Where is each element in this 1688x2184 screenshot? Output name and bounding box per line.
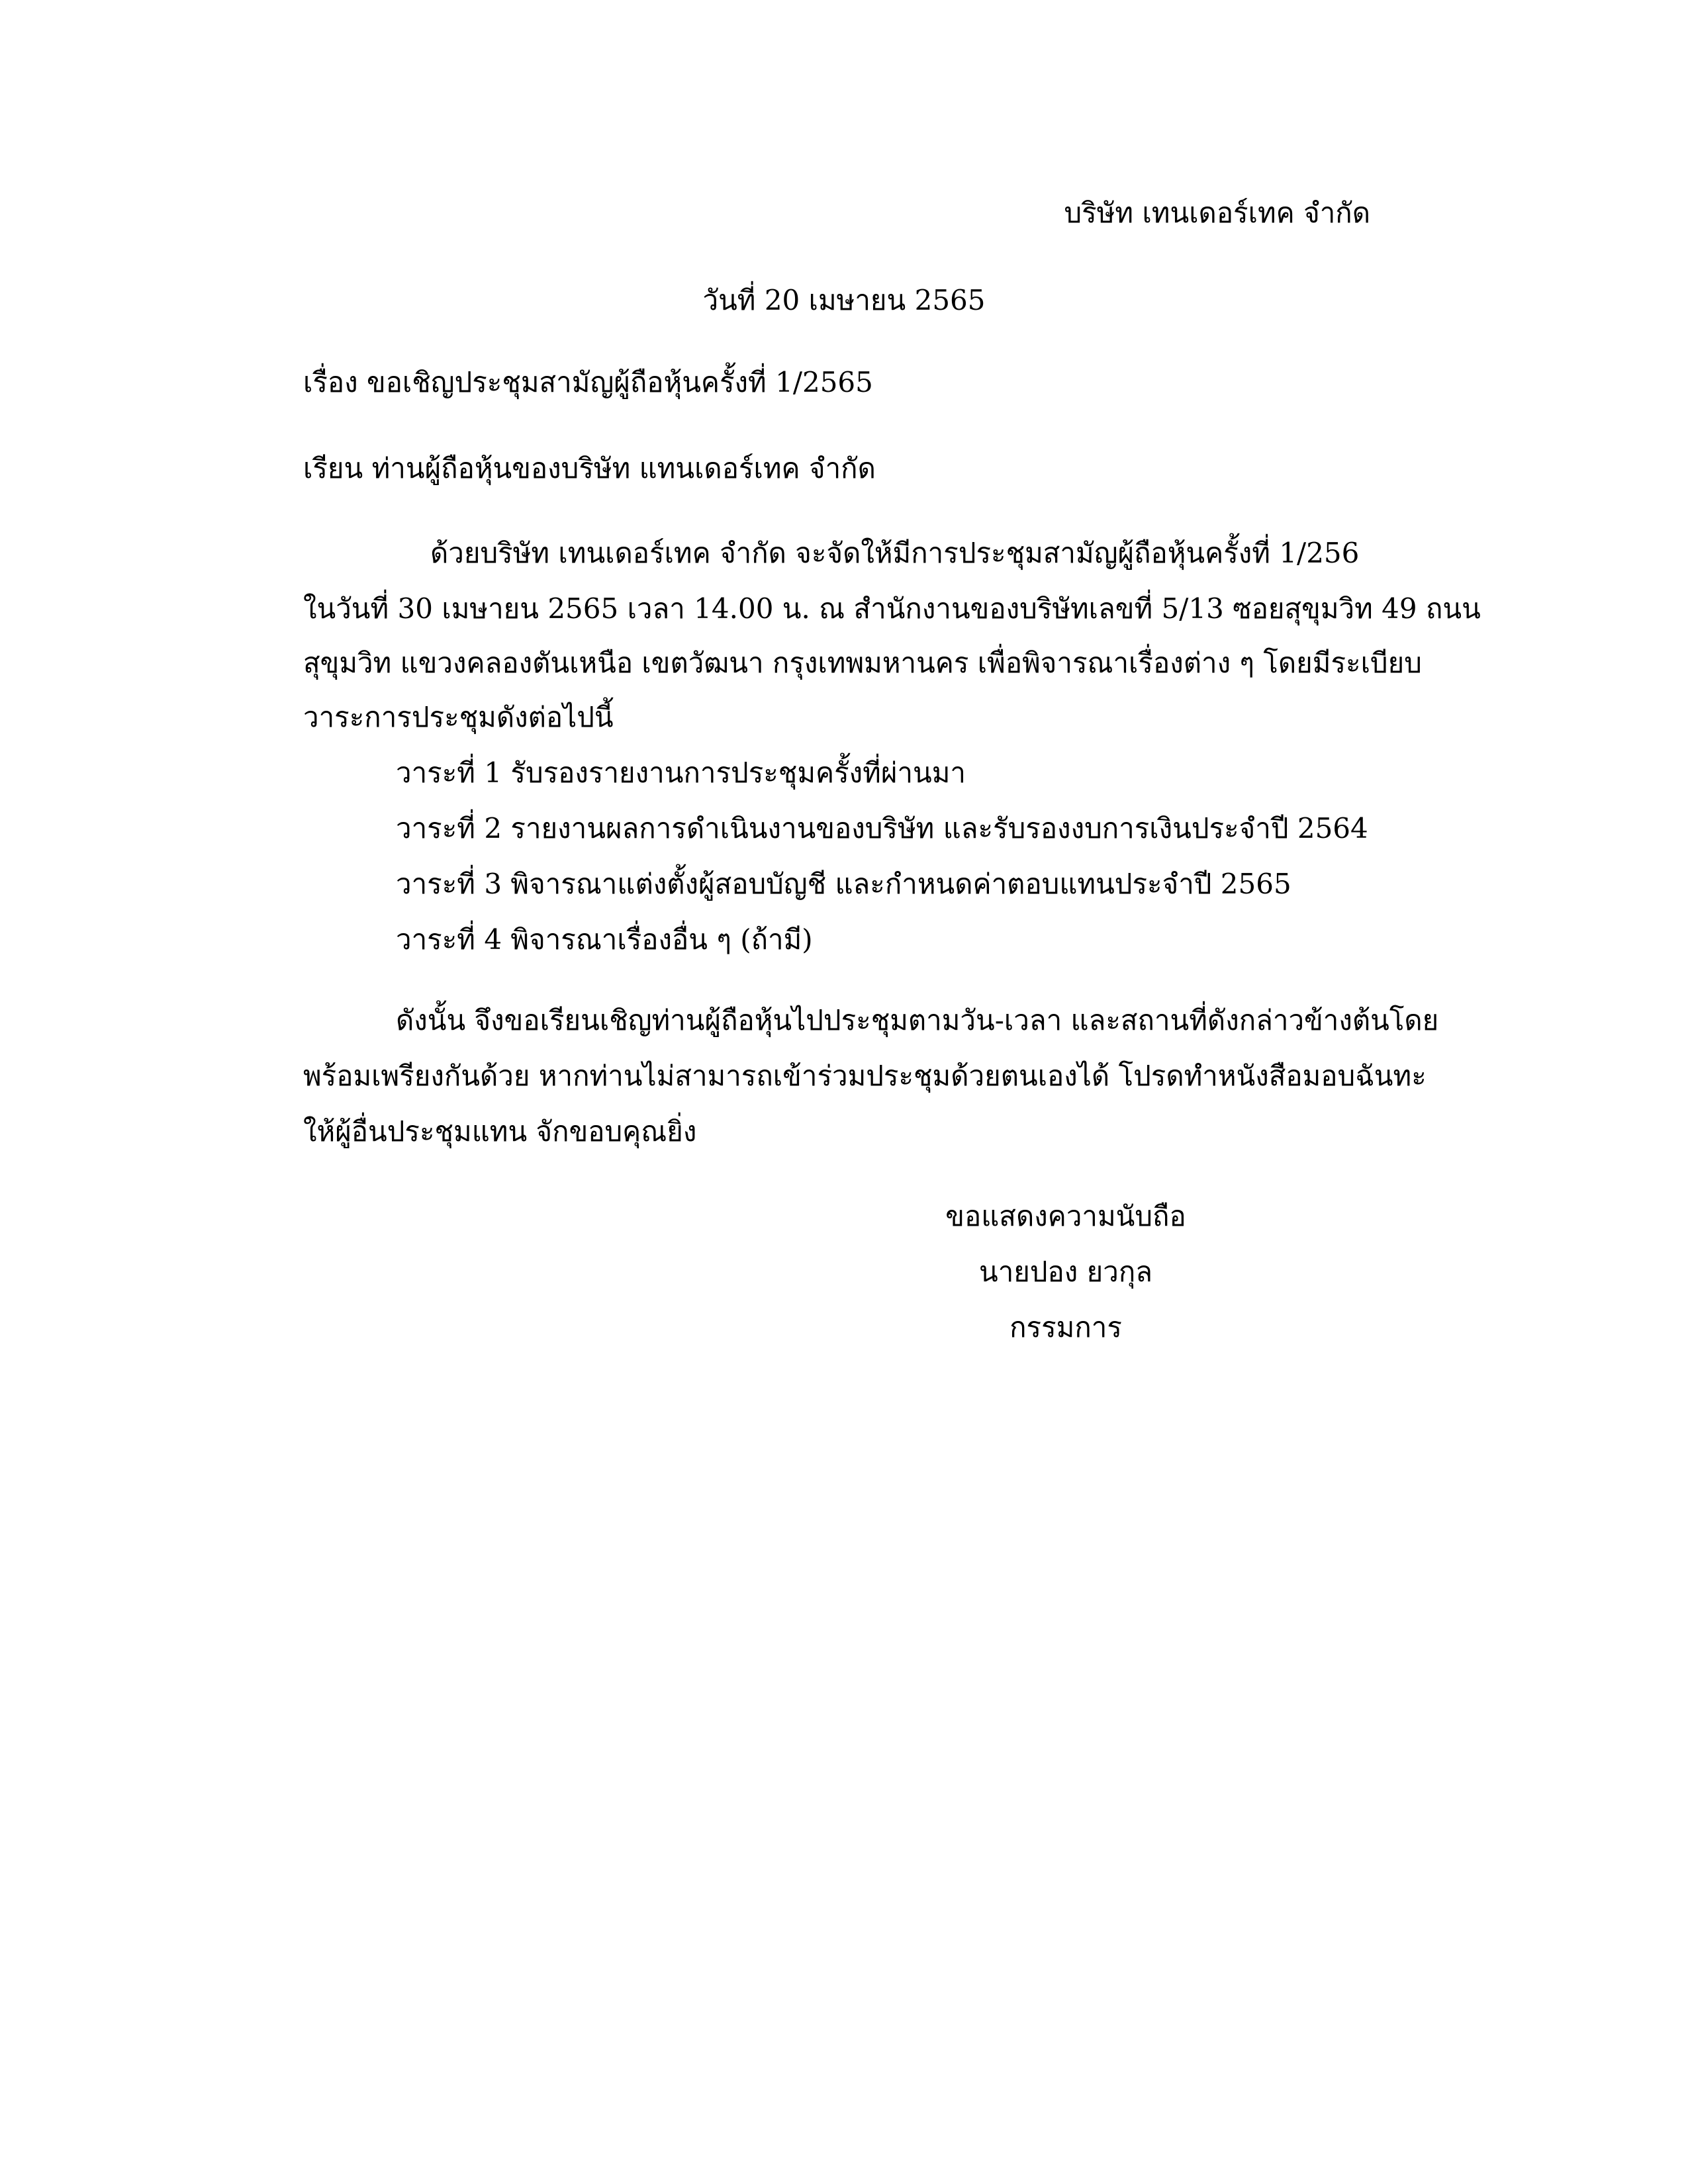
company-header: บริษัท เทนเดอร์เทค จำกัด [1064,197,1370,229]
agenda-item: วาระที่ 1 รับรองรายงานการประชุมครั้งที่ผ่านมา [396,756,966,789]
paragraph-line: พร้อมเพรียงกันด้วย หากท่านไม่สามารถเข้าร่วมประชุมด้วยตนเองได้ โปรดทำหนังสือมอบฉันทะ [303,1060,1427,1092]
letter-date: วันที่ 20 เมษายน 2565 [702,284,986,316]
agenda-item: วาระที่ 4 พิจารณาเรื่องอื่น ๆ (ถ้ามี) [396,923,813,956]
paragraph-line: ดังนั้น จึงขอเรียนเชิญท่านผู้ถือหุ้นไปประชุมตามวัน-เวลา และสถานที่ดังกล่าวข้างต้นโดย [396,1004,1439,1036]
signer-title: กรรมการ [1009,1311,1122,1343]
agenda-item: วาระที่ 3 พิจารณาแต่งตั้งผู้สอบบัญชี และกำหนดค่าตอบแทนประจำปี 2565 [396,868,1291,900]
paragraph-line: ให้ผู้อื่นประชุมแทน จักขอบคุณยิ่ง [303,1115,697,1148]
salutation-line: เรียน ท่านผู้ถือหุ้นของบริษัท แทนเดอร์เทค จำกัด [303,452,876,484]
signer-name: นายปอง ยวกุล [978,1255,1153,1288]
agenda-item: วาระที่ 2 รายงานผลการดำเนินงานของบริษัท และรับรองงบการเงินประจำปี 2564 [396,812,1368,844]
subject-line: เรื่อง ขอเชิญประชุมสามัญผู้ถือหุ้นครั้งที่ 1/2565 [303,366,873,398]
paragraph-line: วาระการประชุมดังต่อไปนี้ [303,701,614,733]
paragraph-line: ในวันที่ 30 เมษายน 2565 เวลา 14.00 น. ณ สำนักงานของบริษัทเลขที่ 5/13 ซอยสุขุมวิท 49 ถนน [303,592,1481,625]
paragraph-line: สุขุมวิท แขวงคลองตันเหนือ เขตวัฒนา กรุงเทพมหานคร เพื่อพิจารณาเรื่องต่าง ๆ โดยมีระเบียบ [303,647,1422,679]
closing-phrase: ขอแสดงความนับถือ [945,1200,1186,1232]
paragraph-line: ด้วยบริษัท เทนเดอร์เทค จำกัด จะจัดให้มีการประชุมสามัญผู้ถือหุ้นครั้งที่ 1/256 [430,537,1360,569]
